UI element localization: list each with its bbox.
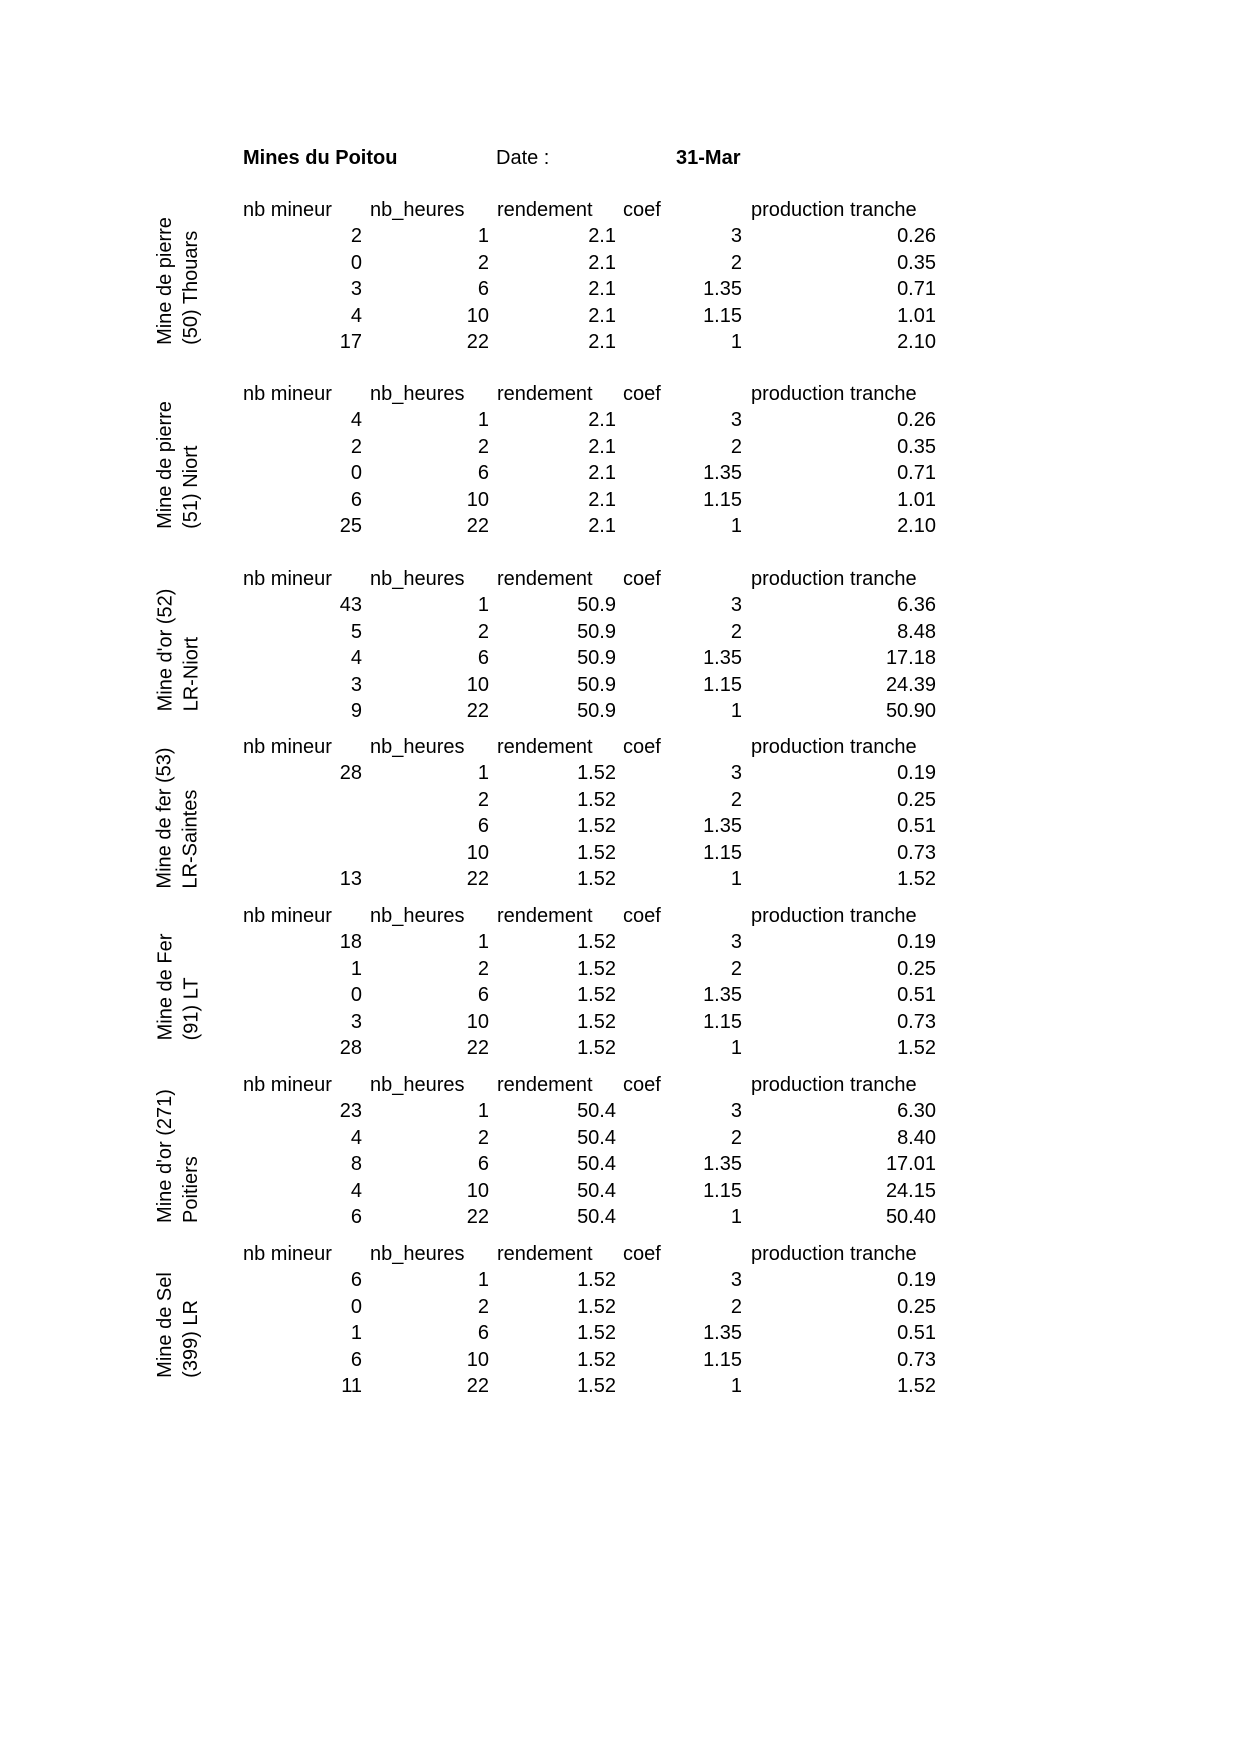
table-cell: 2 (477, 620, 489, 643)
table-cell: 3 (730, 931, 742, 954)
table-cell: 3 (730, 762, 742, 785)
table-cell: 2 (730, 251, 742, 274)
table-cell: 0.19 (897, 762, 936, 785)
table-cell: 0.73 (897, 1010, 936, 1033)
table-cell: 2.1 (588, 278, 616, 301)
table-cell: 6 (350, 1348, 362, 1371)
table-cell: 6 (477, 815, 489, 838)
table-cell: 22 (466, 700, 489, 722)
mine-label-text (152, 934, 204, 1041)
table-cell: 4 (350, 647, 362, 670)
table-cell: 1.52 (577, 1037, 616, 1059)
table-cell: 2 (477, 251, 489, 274)
table-cell: 0.19 (897, 931, 936, 954)
table-cell: 2 (477, 957, 489, 980)
column-header: nb mineur (243, 383, 332, 405)
table-cell: 6 (350, 1206, 362, 1228)
table-cell: 2 (477, 1126, 489, 1149)
table-cell: 8 (350, 1153, 362, 1176)
table-cell: 0.35 (897, 435, 936, 458)
table-cell: 17.18 (885, 647, 936, 670)
table-cell: 1 (477, 1100, 489, 1123)
mine-label-text (152, 1272, 204, 1378)
column-header: nb_heures (370, 568, 465, 590)
column-header: coef (623, 568, 661, 590)
table-cell: 3 (350, 673, 362, 696)
table-cell: 1 (730, 1375, 742, 1397)
table-cell: 1.35 (703, 815, 742, 838)
table-cell: 28 (339, 762, 362, 785)
table-cell: 50.90 (885, 700, 936, 722)
mine-block (0, 1242, 1241, 1400)
table-cell: 0.25 (897, 788, 936, 811)
mine-label-text (152, 589, 204, 712)
mine-block (0, 382, 1241, 540)
column-header: rendement (497, 905, 593, 927)
mine-label-line: LR-Saintes (180, 789, 203, 889)
mine-block (0, 735, 1241, 893)
table-cell: 1.15 (703, 1010, 742, 1033)
table-cell: 0 (350, 251, 362, 274)
table-cell: 1.35 (703, 462, 742, 485)
table-cell: 0.25 (897, 957, 936, 980)
table-cell: 10 (466, 673, 489, 696)
table-cell: 1.52 (897, 1037, 936, 1059)
table-cell: 1 (730, 700, 742, 722)
table-cell: 9 (350, 700, 362, 722)
table-cell: 6 (477, 1153, 489, 1176)
mine-label-text (152, 401, 204, 529)
table-cell: 0.19 (897, 1269, 936, 1292)
table-cell: 22 (466, 515, 489, 537)
column-header: production tranche (751, 736, 917, 758)
column-header: nb_heures (370, 1243, 465, 1265)
column-header: production tranche (751, 199, 917, 221)
table-cell: 10 (466, 1010, 489, 1033)
table-cell: 2 (477, 788, 489, 811)
table-cell: 0.73 (897, 841, 936, 864)
table-cell: 1 (350, 957, 362, 980)
table-cell: 10 (466, 1348, 489, 1371)
table-cell: 0.71 (897, 462, 936, 485)
column-header: nb_heures (370, 905, 465, 927)
page-title: Mines du Poitou (243, 147, 398, 169)
table-cell: 10 (466, 841, 489, 864)
table-cell: 1.52 (577, 957, 616, 980)
table-cell: 1 (730, 1037, 742, 1059)
column-header: coef (623, 736, 661, 758)
table-cell: 0.73 (897, 1348, 936, 1371)
column-header: coef (623, 1243, 661, 1265)
table-cell: 6 (350, 488, 362, 511)
table-cell: 50.9 (577, 673, 616, 696)
table-cell (242, 788, 362, 812)
mine-label-text (152, 748, 204, 889)
table-cell: 2.1 (588, 515, 616, 537)
table-cell: 4 (350, 304, 362, 327)
mine-label-line: Mine d'or (271) (154, 1089, 177, 1224)
mine-label-line: LR-Niort (180, 637, 203, 712)
table-cell: 1.52 (577, 931, 616, 954)
table-cell: 1.35 (703, 1322, 742, 1345)
date-label: Date : (496, 147, 550, 169)
table-cell: 50.40 (885, 1206, 936, 1228)
column-header: nb_heures (370, 383, 465, 405)
column-header: rendement (497, 199, 593, 221)
mine-block (0, 198, 1241, 356)
table-cell: 0.51 (897, 815, 936, 838)
table-cell: 23 (339, 1100, 362, 1123)
table-cell: 22 (466, 1375, 489, 1397)
table-cell: 0.26 (897, 225, 936, 248)
table-cell: 50.4 (577, 1100, 616, 1123)
table-cell: 1.52 (577, 1348, 616, 1371)
table-cell: 6 (477, 647, 489, 670)
mine-label-line: Mine de fer (53) (154, 747, 177, 889)
table-cell: 0 (350, 462, 362, 485)
table-cell: 2.1 (588, 488, 616, 511)
table-cell: 1.35 (703, 647, 742, 670)
table-cell: 50.9 (577, 700, 616, 722)
table-cell: 1 (477, 762, 489, 785)
table-cell: 2 (730, 957, 742, 980)
table-cell: 2.1 (588, 409, 616, 432)
table-cell: 6 (477, 462, 489, 485)
column-header: rendement (497, 1243, 593, 1265)
table-cell: 1.52 (577, 1269, 616, 1292)
table-cell: 1 (730, 868, 742, 890)
table-cell: 1.35 (703, 1153, 742, 1176)
table-cell: 18 (339, 931, 362, 954)
table-cell: 1 (350, 1322, 362, 1345)
column-header: nb mineur (243, 1074, 332, 1096)
table-cell: 1.52 (577, 984, 616, 1007)
table-cell: 2.1 (588, 251, 616, 274)
table-cell: 5 (350, 620, 362, 643)
table-cell: 0.51 (897, 1322, 936, 1345)
table-cell: 1.52 (577, 1010, 616, 1033)
table-cell: 2 (730, 435, 742, 458)
table-cell: 17 (339, 331, 362, 353)
table-cell: 3 (730, 1100, 742, 1123)
table-cell: 2 (730, 1126, 742, 1149)
mine-block (0, 567, 1241, 725)
table-cell: 25 (339, 515, 362, 537)
table-cell: 1.01 (897, 488, 936, 511)
table-cell: 2 (730, 620, 742, 643)
column-header: production tranche (751, 1074, 917, 1096)
table-cell: 1.35 (703, 984, 742, 1007)
table-cell: 1 (477, 409, 489, 432)
table-cell: 3 (350, 278, 362, 301)
mine-label-line: Mine de pierre (154, 217, 176, 346)
table-cell: 2.1 (588, 304, 616, 327)
table-cell: 3 (350, 1010, 362, 1033)
table-cell: 1.15 (703, 1179, 742, 1202)
column-header: nb mineur (243, 568, 332, 590)
table-cell: 2 (730, 1295, 742, 1318)
mine-label-line: (51) Niort (180, 445, 202, 530)
table-cell: 0.71 (897, 278, 936, 301)
column-header: coef (623, 1074, 661, 1096)
table-cell: 6.36 (897, 594, 936, 617)
date-value: 31-Mar (676, 147, 741, 169)
table-cell: 1.15 (703, 304, 742, 327)
table-cell (242, 841, 362, 865)
column-header: production tranche (751, 1243, 917, 1265)
table-cell: 50.4 (577, 1179, 616, 1202)
table-cell: 13 (339, 868, 362, 890)
mine-label (150, 1081, 206, 1231)
table-cell: 1.15 (703, 841, 742, 864)
table-cell: 1.52 (897, 868, 936, 890)
column-header: production tranche (751, 905, 917, 927)
column-header: rendement (497, 1074, 593, 1096)
column-header: nb mineur (243, 736, 332, 758)
mine-label-line: Poitiers (180, 1156, 203, 1224)
mine-block (0, 1073, 1241, 1231)
table-cell: 3 (730, 594, 742, 617)
table-cell: 17.01 (885, 1153, 936, 1176)
table-cell: 4 (350, 409, 362, 432)
table-cell: 50.9 (577, 620, 616, 643)
table-cell: 1.52 (577, 841, 616, 864)
table-cell: 2.1 (588, 331, 616, 353)
column-header: rendement (497, 736, 593, 758)
table-cell: 50.9 (577, 647, 616, 670)
mine-label-line: (50) Thouars (180, 230, 202, 346)
table-cell: 0.26 (897, 409, 936, 432)
table-cell: 0 (350, 984, 362, 1007)
table-cell: 10 (466, 488, 489, 511)
table-cell: 1.52 (577, 762, 616, 785)
table-cell: 8.40 (897, 1126, 936, 1149)
table-cell: 2 (730, 788, 742, 811)
table-cell: 22 (466, 1037, 489, 1059)
table-cell: 1.52 (577, 1322, 616, 1345)
mine-label-line: (91) LT (180, 977, 202, 1041)
table-cell: 10 (466, 304, 489, 327)
table-cell: 1.52 (577, 1295, 616, 1318)
table-cell: 8.48 (897, 620, 936, 643)
table-cell: 1 (477, 225, 489, 248)
mine-label-line: Mine de pierre (154, 401, 176, 530)
table-cell: 50.4 (577, 1126, 616, 1149)
mine-label (150, 206, 206, 356)
table-cell: 1 (730, 331, 742, 353)
table-cell: 1.15 (703, 488, 742, 511)
table-cell: 2.10 (897, 331, 936, 353)
table-cell: 43 (339, 594, 362, 617)
column-header: nb mineur (243, 199, 332, 221)
table-cell: 6 (477, 984, 489, 1007)
table-cell: 2 (477, 435, 489, 458)
column-header: rendement (497, 568, 593, 590)
column-header: nb_heures (370, 1074, 465, 1096)
table-cell: 22 (466, 331, 489, 353)
table-cell: 1 (730, 515, 742, 537)
table-cell: 50.4 (577, 1153, 616, 1176)
table-cell: 6 (477, 278, 489, 301)
table-cell: 2 (350, 225, 362, 248)
table-cell: 1.52 (577, 815, 616, 838)
table-cell: 24.15 (885, 1179, 936, 1202)
table-cell: 1.35 (703, 278, 742, 301)
table-cell: 0.35 (897, 251, 936, 274)
mine-label (150, 1250, 206, 1400)
mine-label-line: Mine de Sel (154, 1272, 176, 1378)
table-cell: 1 (477, 931, 489, 954)
column-header: production tranche (751, 568, 917, 590)
table-cell: 1.52 (897, 1375, 936, 1397)
table-cell: 0 (350, 1295, 362, 1318)
column-header: rendement (497, 383, 593, 405)
table-cell: 10 (466, 1179, 489, 1202)
mine-label-line: Mine de Fer (154, 933, 176, 1041)
table-cell: 1.01 (897, 304, 936, 327)
mine-block (0, 904, 1241, 1062)
column-header: nb mineur (243, 1243, 332, 1265)
mine-label (150, 743, 206, 893)
table-cell: 2.10 (897, 515, 936, 537)
mine-label-text (152, 217, 204, 345)
column-header: production tranche (751, 383, 917, 405)
table-cell: 0.51 (897, 984, 936, 1007)
table-cell: 22 (466, 868, 489, 890)
table-cell: 50.4 (577, 1206, 616, 1228)
table-cell: 1.15 (703, 673, 742, 696)
mine-label-text (152, 1089, 204, 1223)
table-cell: 1 (477, 1269, 489, 1292)
column-header: coef (623, 905, 661, 927)
table-cell: 2 (350, 435, 362, 458)
table-cell: 3 (730, 409, 742, 432)
column-header: coef (623, 383, 661, 405)
table-cell: 2 (477, 1295, 489, 1318)
table-cell: 6 (477, 1322, 489, 1345)
table-cell: 11 (341, 1375, 362, 1397)
column-header: coef (623, 199, 661, 221)
table-cell: 1.15 (703, 1348, 742, 1371)
table-cell: 3 (730, 225, 742, 248)
mine-label (150, 390, 206, 540)
table-cell: 1.52 (577, 1375, 616, 1397)
table-cell (242, 814, 362, 838)
table-cell: 1 (730, 1206, 742, 1228)
table-cell: 28 (339, 1037, 362, 1059)
mine-label (150, 575, 206, 725)
table-cell: 50.9 (577, 594, 616, 617)
table-cell: 4 (350, 1179, 362, 1202)
mine-label-line: (399) LR (180, 1300, 202, 1378)
table-cell: 1.52 (577, 788, 616, 811)
table-cell: 2.1 (588, 435, 616, 458)
table-cell: 6.30 (897, 1100, 936, 1123)
column-header: nb_heures (370, 199, 465, 221)
table-cell: 1.52 (577, 868, 616, 890)
mine-label-line: Mine d'or (52) (154, 588, 177, 712)
column-header: nb mineur (243, 905, 332, 927)
table-cell: 3 (730, 1269, 742, 1292)
table-cell: 1 (477, 594, 489, 617)
table-cell: 2.1 (588, 462, 616, 485)
table-cell: 6 (350, 1269, 362, 1292)
table-cell: 0.25 (897, 1295, 936, 1318)
mine-label (150, 912, 206, 1062)
table-cell: 22 (466, 1206, 489, 1228)
table-cell: 4 (350, 1126, 362, 1149)
column-header: nb_heures (370, 736, 465, 758)
table-cell: 24.39 (885, 673, 936, 696)
table-cell: 2.1 (588, 225, 616, 248)
